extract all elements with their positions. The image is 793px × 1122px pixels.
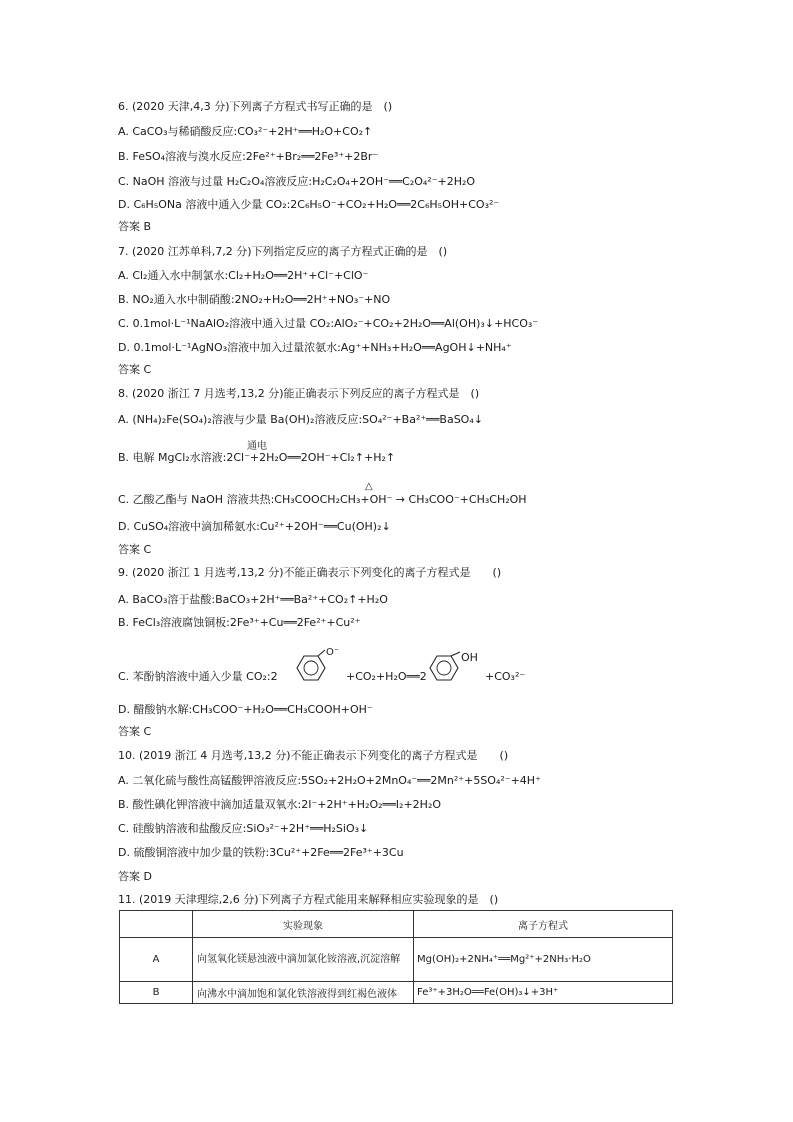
- table-row-label: B: [120, 982, 193, 1004]
- experiment-table: [119, 910, 673, 1004]
- question-6-title: 6. (2020 天津,4,3 分)下列离子方程式书写正确的是 (): [118, 100, 393, 113]
- phenol-label: OH: [461, 651, 478, 664]
- question-7-option-c: C. 0.1mol·L⁻¹NaAlO₂溶液中通入过量 CO₂:AlO₂⁻+CO₂+2H₂O══Al(OH)₃↓+HCO₃⁻: [118, 317, 539, 330]
- phenoxide-label: O⁻: [326, 647, 340, 658]
- table-row: [120, 982, 673, 1004]
- table-header-equation: 离子方程式: [414, 911, 673, 938]
- question-9-option-c-middle: +CO₂+H₂O══2: [346, 670, 427, 683]
- question-10-option-d: D. 硫酸铜溶液中加少量的铁粉:3Cu²⁺+2Fe══2Fe³⁺+3Cu: [118, 846, 404, 859]
- question-10-title: 10. (2019 浙江 4 月选考,13,2 分)不能正确表示下列变化的离子方程式是 (): [118, 749, 509, 762]
- question-8-title: 8. (2020 浙江 7 月选考,13,2 分)能正确表示下列反应的离子方程式是 (): [118, 387, 480, 400]
- table-row-equation: Fe³⁺+3H₂O══Fe(OH)₃↓+3H⁺: [414, 982, 673, 1004]
- question-9-option-c-tail: +CO₃²⁻: [485, 670, 526, 683]
- question-7-option-d: D. 0.1mol·L⁻¹AgNO₃溶液中加入过量浓氨水:Ag⁺+NH₃+H₂O══AgOH↓+NH₄⁺: [118, 341, 512, 354]
- table-header-cell: [120, 911, 193, 938]
- question-8-option-d: D. CuSO₄溶液中滴加稀氨水:Cu²⁺+2OH⁻══Cu(OH)₂↓: [118, 520, 391, 533]
- question-8-option-b: B. 电解 MgCl₂水溶液:2Cl⁻+2H₂O══2OH⁻+Cl₂↑+H₂↑: [118, 451, 396, 464]
- question-8-option-c: C. 乙酸乙酯与 NaOH 溶液共热:CH₃COOCH₂CH₃+OH⁻ → CH₃COO⁻+CH₃CH₂OH: [118, 493, 527, 506]
- question-6-option-b: B. FeSO₄溶液与溴水反应:2Fe²⁺+Br₂══2Fe³⁺+2Br⁻: [118, 150, 379, 163]
- question-8-b-condition: 通电: [247, 441, 267, 452]
- question-10-option-a: A. 二氧化硫与酸性高锰酸钾溶液反应:5SO₂+2H₂O+2MnO₄⁻══2Mn²⁺+5SO₄²⁻+4H⁺: [118, 774, 541, 787]
- question-6-answer: 答案 B: [118, 220, 152, 233]
- question-8-c-condition: △: [365, 481, 373, 492]
- question-7-option-b: B. NO₂通入水中制硝酸:2NO₂+H₂O══2H⁺+NO₃⁻+NO: [118, 293, 391, 306]
- question-6-option-a: A. CaCO₃与稀硝酸反应:CO₃²⁻+2H⁺══H₂O+CO₂↑: [118, 125, 373, 138]
- question-9-option-d: D. 醋酸钠水解:CH₃COO⁻+H₂O══CH₃COOH+OH⁻: [118, 703, 373, 716]
- question-8-option-a: A. (NH₄)₂Fe(SO₄)₂溶液与少量 Ba(OH)₂溶液反应:SO₄²⁻+Ba²⁺══BaSO₄↓: [118, 413, 483, 426]
- question-9-option-a: A. BaCO₃溶于盐酸:BaCO₃+2H⁺══Ba²⁺+CO₂↑+H₂O: [118, 593, 388, 606]
- question-8-answer: 答案 C: [118, 543, 152, 556]
- table-row-equation: Mg(OH)₂+2NH₄⁺══Mg²⁺+2NH₃·H₂O: [414, 938, 673, 982]
- table-header-row: [120, 911, 673, 938]
- question-11-title: 11. (2019 天津理综,2,6 分)下列离子方程式能用来解释相应实验现象的是 (): [118, 893, 499, 906]
- table-row-phenomenon: 向沸水中滴加饱和氯化铁溶液得到红褐色液体: [193, 982, 414, 1004]
- question-7-answer: 答案 C: [118, 363, 152, 376]
- table-row-phenomenon: 向氢氧化镁悬浊液中滴加氯化铵溶液,沉淀溶解: [193, 938, 414, 982]
- question-9-answer: 答案 C: [118, 725, 152, 738]
- question-7-title: 7. (2020 江苏单科,7,2 分)下列指定反应的离子方程式正确的是 (): [118, 245, 448, 258]
- question-6-option-c: C. NaOH 溶液与过量 H₂C₂O₄溶液反应:H₂C₂O₄+2OH⁻══C₂O₄²⁻+2H₂O: [118, 175, 476, 188]
- question-9-option-c: C. 苯酚钠溶液中通入少量 CO₂:2: [118, 670, 278, 683]
- question-9-title: 9. (2020 浙江 1 月选考,13,2 分)不能正确表示下列变化的离子方程式是 (): [118, 566, 502, 579]
- question-7-option-a: A. Cl₂通入水中制氯水:Cl₂+H₂O══2H⁺+Cl⁻+ClO⁻: [118, 269, 369, 282]
- table-header-phenomenon: 实验现象: [193, 911, 414, 938]
- question-10-option-c: C. 硅酸钠溶液和盐酸反应:SiO₃²⁻+2H⁺══H₂SiO₃↓: [118, 822, 369, 835]
- question-10-answer: 答案 D: [118, 870, 152, 883]
- question-9-option-b: B. FeCl₃溶液腐蚀铜板:2Fe³⁺+Cu══2Fe²⁺+Cu²⁺: [118, 616, 361, 629]
- table-row: [120, 938, 673, 982]
- question-6-option-d: D. C₆H₅ONa 溶液中通入少量 CO₂:2C₆H₅O⁻+CO₂+H₂O══2C₆H₅OH+CO₃²⁻: [118, 198, 500, 211]
- table-row-label: A: [120, 938, 193, 982]
- question-10-option-b: B. 酸性碘化钾溶液中滴加适量双氧水:2I⁻+2H⁺+H₂O₂══I₂+2H₂O: [118, 798, 442, 811]
